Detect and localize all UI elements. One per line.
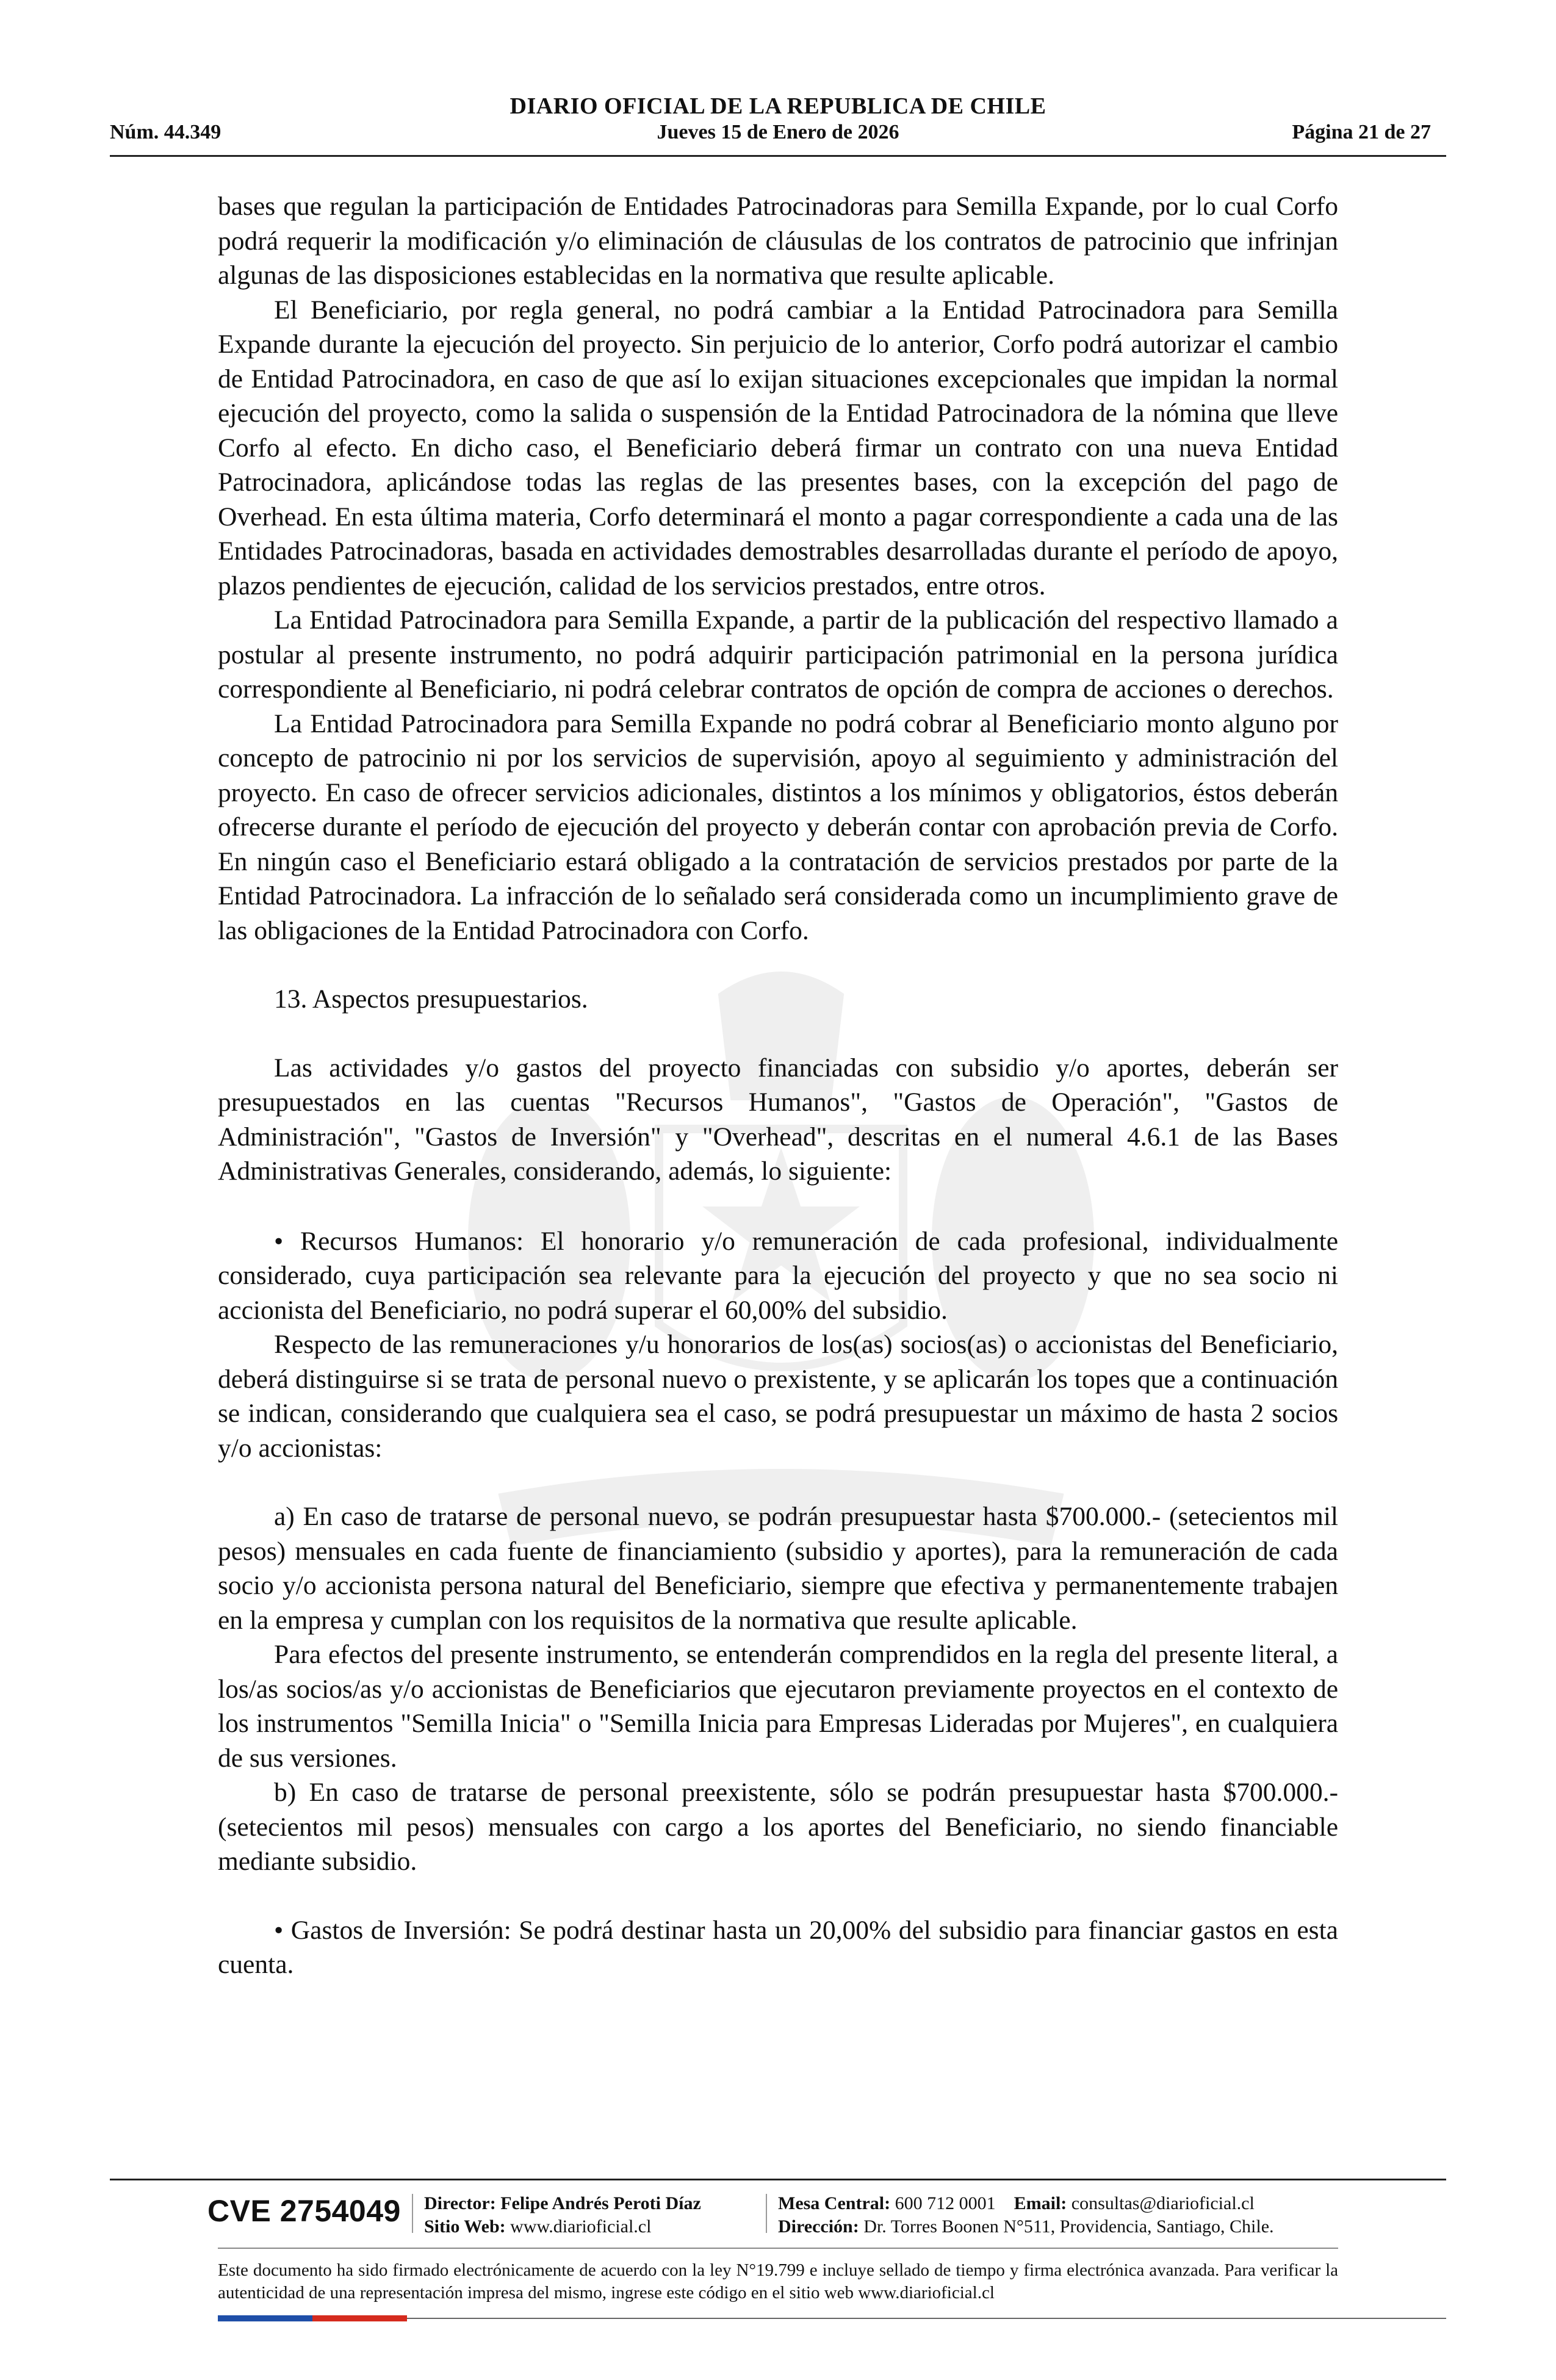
page-indicator: Página 21 de 27 <box>1292 121 1431 143</box>
footer-separator <box>412 2194 413 2233</box>
issue-date: Jueves 15 de Enero de 2026 <box>657 121 899 143</box>
address-label: Dirección: <box>778 2216 859 2237</box>
footer-director-block <box>424 2192 701 2238</box>
website-label: Sitio Web: <box>424 2216 506 2237</box>
director-label: Director: <box>424 2193 496 2213</box>
footer-divider <box>218 2248 1338 2249</box>
paragraph: Para efectos del presente instrumento, se entenderán comprendidos en la regla del presente literal, a los/as socios/as y/o accionistas de Beneficiarios que ejecutaron previamente proyectos en el contexto de los instrumentos "Semilla Inicia" o "Semilla Inicia para Empresas Lideradas por Mujeres", en cualquiera de sus versiones. <box>218 1640 1338 1773</box>
issue-number: Núm. 44.349 <box>110 121 222 143</box>
section-heading: 13. Aspectos presupuestarios. <box>274 984 588 1014</box>
paragraph: Las actividades y/o gastos del proyecto financiadas con subsidio y/o aportes, deberán ser presupuestados en las cuentas "Recursos Humanos", "Gastos de Operación", "Gastos de Administración", "Gastos de Inversión" y "Overhead", descritas en el numeral 4.6.1 de las Bases Administrativas Generales, considerando, además, lo siguiente: <box>218 1053 1338 1186</box>
paragraph: Respecto de las remuneraciones y/u honorarios de los(as) socios(as) o accionistas del Beneficiario, deberá distinguirse si se trata de personal nuevo o prexistente, y se aplicarán los topes que a continuación se indican, considerando que cualquiera sea el caso, se podrá presupuestar un máximo de hasta 2 socios y/o accionistas: <box>218 1330 1338 1463</box>
paragraph: El Beneficiario, por regla general, no podrá cambiar a la Entidad Patrocinadora para Semilla Expande durante la ejecución del proyecto. Sin perjuicio de lo anterior, Corfo podrá autorizar el cambio de Entidad Patrocinadora, en caso de que así lo exijan situaciones excepcionales que impidan la normal ejecución del proyecto, como la salida o suspensión de la Entidad Patrocinadora de la nómina que lleve Corfo al efecto. En dicho caso, el Beneficiario deberá firmar un contrato con una nueva Entidad Patrocinadora, aplicándose todas las reglas de las presentes bases, con la excepción del pago de Overhead. En esta última materia, Corfo determinará el monto a pagar correspondiente a cada una de las Entidades Patrocinadoras, basada en actividades demostrables desarrolladas durante el período de apoyo, plazos pendientes de ejecución, calidad de los servicios prestados, entre otros. <box>218 295 1338 600</box>
phone-label: Mesa Central: <box>778 2193 891 2213</box>
email-label: Email: <box>1014 2193 1067 2213</box>
email-link[interactable]: consultas@diarioficial.cl <box>1071 2193 1255 2213</box>
address-value: Dr. Torres Boonen N°511, Providencia, Santiago, Chile. <box>863 2216 1274 2237</box>
paragraph: bases que regulan la participación de Entidades Patrocinadoras para Semilla Expande, por lo cual Corfo podrá requerir la modificación y/o eliminación de cláusulas de los contratos de patrocinio que infrinjan algunas de las disposiciones establecidas en la normativa que resulte aplicable. <box>218 192 1338 290</box>
document-body <box>218 189 1338 1982</box>
bullet-paragraph: • Recursos Humanos: El honorario y/o remuneración de cada profesional, individualmente considerado, cuya participación sea relevante para la ejecución del proyecto y que no sea socio ni accionista del Beneficiario, no podrá superar el 60,00% del subsidio. <box>218 1226 1338 1325</box>
paragraph: La Entidad Patrocinadora para Semilla Expande, a partir de la publicación del respectivo llamado a postular al presente instrumento, no podrá adquirir participación patrimonial en la persona jurídica correspondiente al Beneficiario, ni podrá celebrar contratos de opción de compra de acciones o derechos. <box>218 605 1338 704</box>
cve-code: CVE 2754049 <box>207 2194 401 2228</box>
footer-separator <box>766 2194 767 2233</box>
paragraph: b) En caso de tratarse de personal preexistente, sólo se podrán presupuestar hasta $700.000.- (setecientos mil pesos) mensuales con cargo a los aportes del Beneficiario, no siendo financiable mediante subsidio. <box>218 1778 1338 1876</box>
footer-contact-block <box>778 2192 1274 2238</box>
website-link[interactable]: www.diarioficial.cl <box>510 2216 652 2237</box>
bullet-paragraph: • Gastos de Inversión: Se podrá destinar hasta un 20,00% del subsidio para financiar gastos en esta cuenta. <box>218 1915 1338 1979</box>
flag-stripe <box>218 2315 407 2321</box>
paragraph: La Entidad Patrocinadora para Semilla Expande no podrá cobrar al Beneficiario monto alguno por concepto de patrocinio ni por los servicios de supervisión, apoyo al seguimiento y administración del proyecto. En caso de ofrecer servicios adicionales, distintos a los mínimos y obligatorios, éstos deberán ofrecerse durante el período de ejecución del proyecto y deberán contar con aprobación previa de Corfo. En ningún caso el Beneficiario estará obligado a la contratación de servicios prestados por parte de la Entidad Patrocinadora. La infracción de lo señalado será considerada como un incumplimiento grave de las obligaciones de la Entidad Patrocinadora con Corfo. <box>218 709 1338 945</box>
signature-note: Este documento ha sido firmado electrónicamente de acuerdo con la ley N°19.799 e incluye sellado de tiempo y firma electrónica avanzada. Para verificar la autenticidad de una representación impresa del mismo, ingrese este código en el sitio web www.diarioficial.cl <box>218 2260 1338 2302</box>
header-divider <box>110 155 1446 157</box>
flag-red-segment <box>312 2315 407 2321</box>
phone-value: 600 712 0001 <box>895 2193 996 2213</box>
director-name: Felipe Andrés Peroti Díaz <box>500 2193 701 2213</box>
footer-divider <box>110 2179 1446 2180</box>
paragraph: a) En caso de tratarse de personal nuevo, se podrán presupuestar hasta $700.000.- (setecientos mil pesos) mensuales en cada fuente de financiamiento (subsidio y aportes), para la remuneración de cada socio y/o accionista persona natural del Beneficiario, siempre que efectiva y permanentemente trabajen en la empresa y cumplan con los requisitos de la normativa que resulte aplicable. <box>218 1502 1338 1635</box>
newspaper-title: DIARIO OFICIAL DE LA REPUBLICA DE CHILE <box>510 93 1046 119</box>
flag-blue-segment <box>218 2315 312 2321</box>
